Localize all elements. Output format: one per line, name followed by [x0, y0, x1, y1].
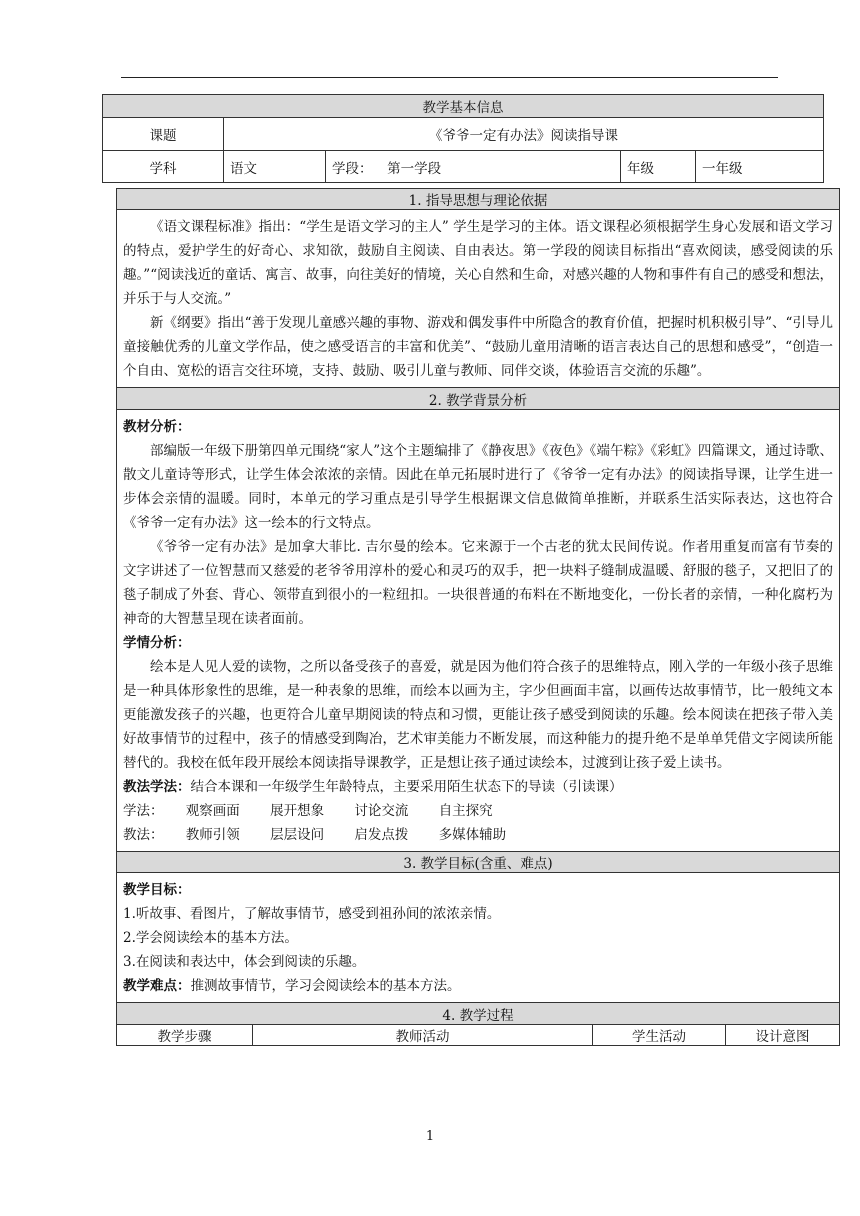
- study-item: 讨论交流: [354, 803, 409, 819]
- lesson-plan-table: [116, 188, 840, 1046]
- section3-title: 3. 教学目标(含重、难点): [117, 852, 840, 873]
- goal-item: 1.听故事、看图片，了解故事情节，感受到祖孙间的浓浓亲情。: [123, 906, 501, 922]
- learner-heading: 学情分析：: [123, 635, 191, 651]
- page-number: 1: [425, 1129, 435, 1144]
- method-line: [123, 775, 833, 799]
- method-text: 结合本课和一年级学生年龄特点，主要采用陌生状态下的导读（引读课）: [190, 779, 623, 795]
- study-label: 学法：: [123, 803, 164, 819]
- learner-paragraph: 绘本是人见人爱的读物，之所以备受孩子的喜爱，就是因为他们符合孩子的思维特点，刚入学的一年级小孩子思维是一种具体形象性的思维，是一种表象的思维，而绘本以画为主，字少但画面丰富，以画传达故事情节，比一般纯文本更能激发孩子的兴趣，也更符合儿童早期阅读的特点和习惯，更能让孩子感受到阅读的乐趣。绘本阅读在把孩子带入美好故事情节的过程中，孩子的情感受到陶冶，艺术审美能力不断发展，而这种能力的提升绝不是单单凭借文字阅读所能替代的。我校在低年段开展绘本阅读指导课教学，正是想让孩子通过读绘本，过渡到让孩子爱上读书。: [123, 659, 833, 771]
- study-item: 观察画面: [185, 803, 240, 819]
- subject-label: 学科: [103, 151, 224, 183]
- grade-label: 年级: [621, 151, 696, 183]
- stage-cell: [326, 151, 621, 183]
- teach-item: 教师引领: [185, 827, 240, 843]
- header-rule: [121, 77, 778, 78]
- teach-item: 多媒体辅助: [438, 827, 507, 843]
- column-header-step: 教学步骤: [117, 1025, 253, 1046]
- section4-title: 4. 教学过程: [117, 1003, 840, 1025]
- column-header-teacher: 教师活动: [253, 1025, 593, 1046]
- study-methods-line: [123, 799, 833, 823]
- section2-body: [117, 410, 840, 852]
- material-heading: 教材分析：: [123, 419, 191, 435]
- teach-item: 启发点拨: [354, 827, 409, 843]
- teach-item: 层层设问: [270, 827, 325, 843]
- study-item: 自主探究: [438, 803, 493, 819]
- goal-item: 3.在阅读和表达中，体会到阅读的乐趣。: [123, 954, 366, 970]
- section2-title: 2. 教学背景分析: [117, 388, 840, 410]
- difficulty-text: 推测故事情节，学习会阅读绘本的基本方法。: [190, 978, 461, 994]
- difficulty-line: [123, 974, 833, 998]
- material-paragraph-2: 《爷爷一定有办法》是加拿大菲比. 吉尔曼的绘本。它来源于一个古老的犹太民间传说。作者用重复而富有节奏的文字讲述了一位智慧而又慈爱的老爷爷用淳朴的爱心和灵巧的双手，把一块料子缝制成温暖、舒服的毯子，又把旧了的毯子制成了外套、背心、领带直到很小的一粒纽扣。一块很普通的布料在不断地变化，一份长者的亲情，一种化腐朽为神奇的大智慧呈现在读者面前。: [123, 539, 833, 627]
- teach-label: 教法：: [123, 827, 164, 843]
- section1-paragraph-2: 新《纲要》指出“善于发现儿童感兴趣的事物、游戏和偶发事件中所隐含的教育价值，把握时机积极引导”、“引导儿童接触优秀的儿童文学作品，使之感受语言的丰富和优美”、“鼓励儿童用清晰的语言表达自己的思想和感受”，“创造一个自由、宽松的语言交往环境，支持、鼓励、吸引儿童与教师、同伴交谈，体验语言交流的乐趣”。: [123, 315, 833, 379]
- study-item: 展开想象: [270, 803, 325, 819]
- goals-heading: 教学目标：: [123, 882, 191, 898]
- column-header-intent: 设计意图: [726, 1025, 840, 1046]
- basic-info-title: 教学基本信息: [103, 95, 824, 118]
- section1-body: [117, 210, 840, 388]
- teach-methods-line: [123, 823, 833, 847]
- column-header-student: 学生活动: [593, 1025, 726, 1046]
- subject-value: 语文: [224, 151, 326, 183]
- section3-body: [117, 873, 840, 1003]
- method-heading: 教法学法：: [123, 779, 191, 795]
- grade-value: 一年级: [696, 151, 824, 183]
- difficulty-heading: 教学难点：: [123, 978, 191, 994]
- topic-label: 课题: [103, 118, 224, 151]
- basic-info-table: [102, 94, 824, 183]
- section1-paragraph-1: 《语文课程标准》指出：“学生是语文学习的主人” 学生是学习的主体。语文课程必须根据学生身心发展和语文学习的特点，爱护学生的好奇心、求知欲，鼓励自主阅读、自由表达。第一学段的阅读目标指出“喜欢阅读，感受阅读的乐趣。”“阅读浅近的童话、寓言、故事，向往美好的情境，关心自然和生命，对感兴趣的人物和事件有自己的感受和想法，并乐于与人交流。”: [123, 219, 833, 307]
- topic-value: 《爷爷一定有办法》阅读指导课: [224, 118, 824, 151]
- goal-item: 2.学会阅读绘本的基本方法。: [123, 930, 298, 946]
- stage-value: 第一学段: [387, 160, 442, 177]
- section1-title: 1. 指导思想与理论依据: [117, 189, 840, 210]
- material-paragraph-1: 部编版一年级下册第四单元围绕“家人”这个主题编排了《静夜思》《夜色》《端午粽》《彩虹》四篇课文，通过诗歌、散文儿童诗等形式，让学生体会浓浓的亲情。因此在单元拓展时进行了《爷爷一定有办法》的阅读指导课，让学生进一步体会亲情的温暖。同时，本单元的学习重点是引导学生根据课文信息做简单推断，并联系生活实际表达，这也符合《爷爷一定有办法》这一绘本的行文特点。: [123, 443, 833, 531]
- stage-label: 学段：: [332, 160, 373, 177]
